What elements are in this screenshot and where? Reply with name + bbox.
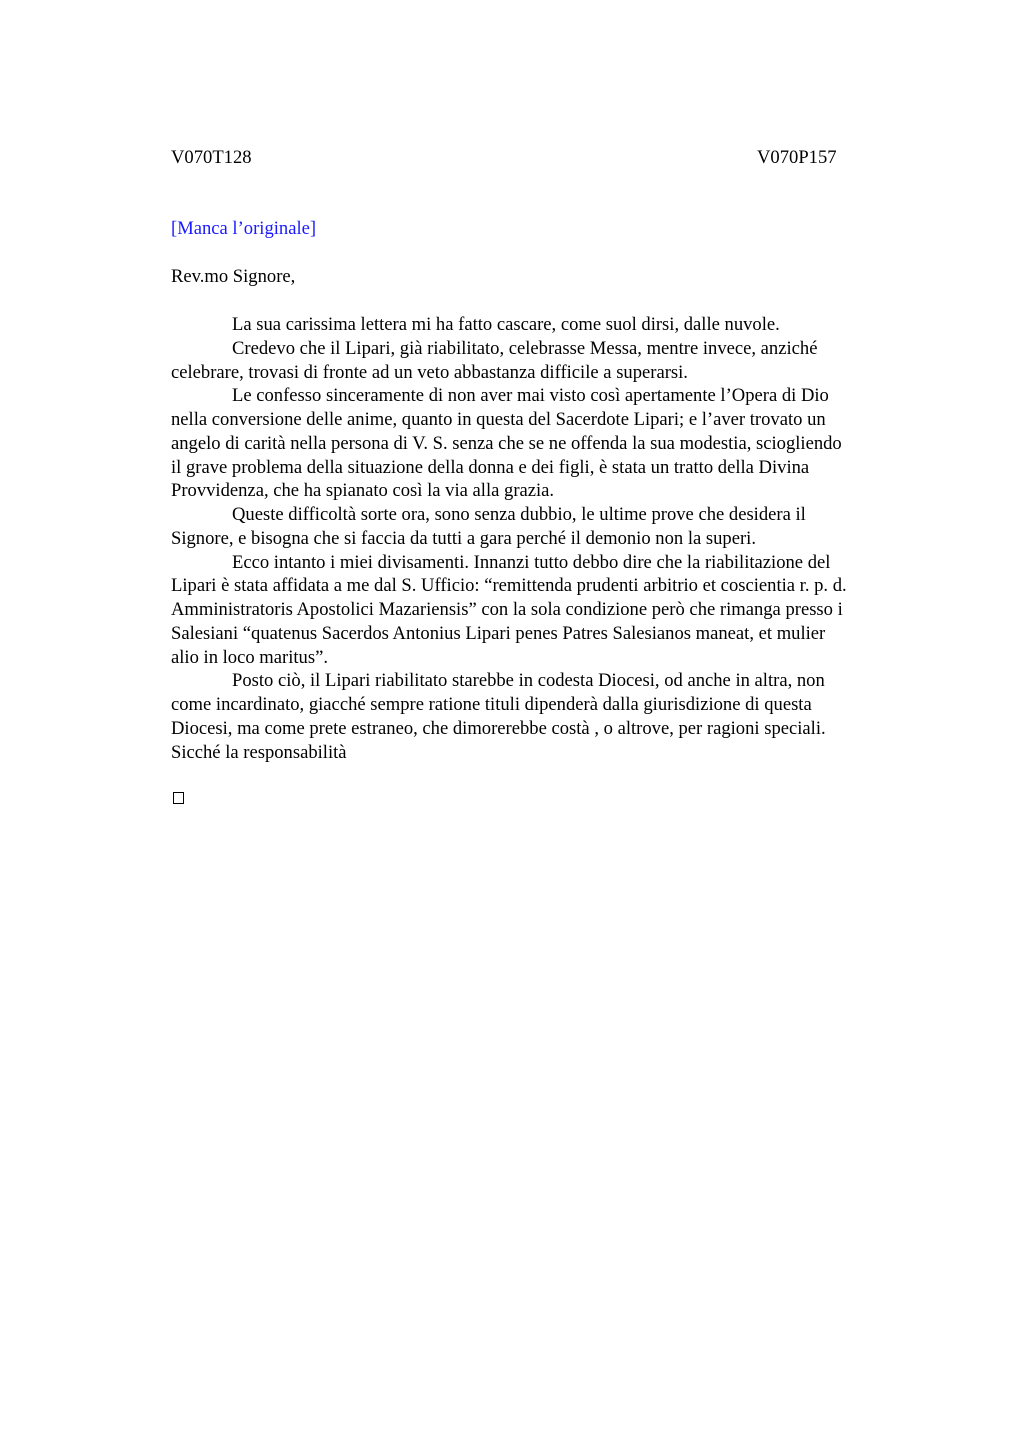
left-reference-code: V070T128 (171, 147, 252, 168)
paragraph-4: Queste difficoltà sorte ora, sono senza dubbio, le ultime prove che desidera il Signore, e bisogna che si faccia da tutti a gara perché il demonio non la superi. (171, 504, 806, 549)
paragraph-1: La sua carissima lettera mi ha fatto cascare, come suol dirsi, dalle nuvole. (232, 314, 780, 335)
paragraph-3: Le confesso sinceramente di non aver mai visto così apertamente l’Opera di Dio nella conversione delle anime, quanto in questa del Sacerdote Lipari; e l’aver trovato un angelo di carità nella persona di V. S. senza che se ne offenda la sua modestia, sciogliendo il grave problema della situazione della donna e dei figli, è stata un tratto della Divina Provvidenza, che ha spianato così la via alla grazia. (171, 385, 842, 502)
letter-body (171, 313, 925, 764)
paragraph-6: Posto ciò, il Lipari riabilitato starebbe in codesta Diocesi, od anche in altra, non come incardinato, giacché sempre ratione tituli dipenderà dalla giurisdizione di questa Diocesi, ma come prete estraneo, che dimorerebbe costà , o altrove, per ragioni speciali. Sicché la responsabilità (171, 670, 826, 763)
paragraph-2: Credevo che il Lipari, già riabilitato, celebrasse Messa, mentre invece, anziché celebrare, trovasi di fronte ad un veto abbastanza difficile a superarsi. (171, 337, 818, 383)
empty-square-icon (173, 792, 184, 804)
salutation: Rev.mo Signore, (171, 266, 296, 287)
paragraph-5: Ecco intanto i miei divisamenti. Innanzi tutto debbo dire che la riabilitazione del Lipari è stata affidata a me dal S. Ufficio: “remittenda prudenti arbitrio et coscientia r. p. d. Amministratoris Apostolici Mazariensis” con la sola condizione però che rimanga presso i Salesiani “quatenus Sacerdos Antonius Lipari penes Patres Salesianos maneat, et mulier alio in loco maritus”. (171, 551, 847, 668)
right-reference-code: V070P157 (757, 147, 837, 168)
missing-original-note: [Manca l’originale] (171, 218, 317, 239)
